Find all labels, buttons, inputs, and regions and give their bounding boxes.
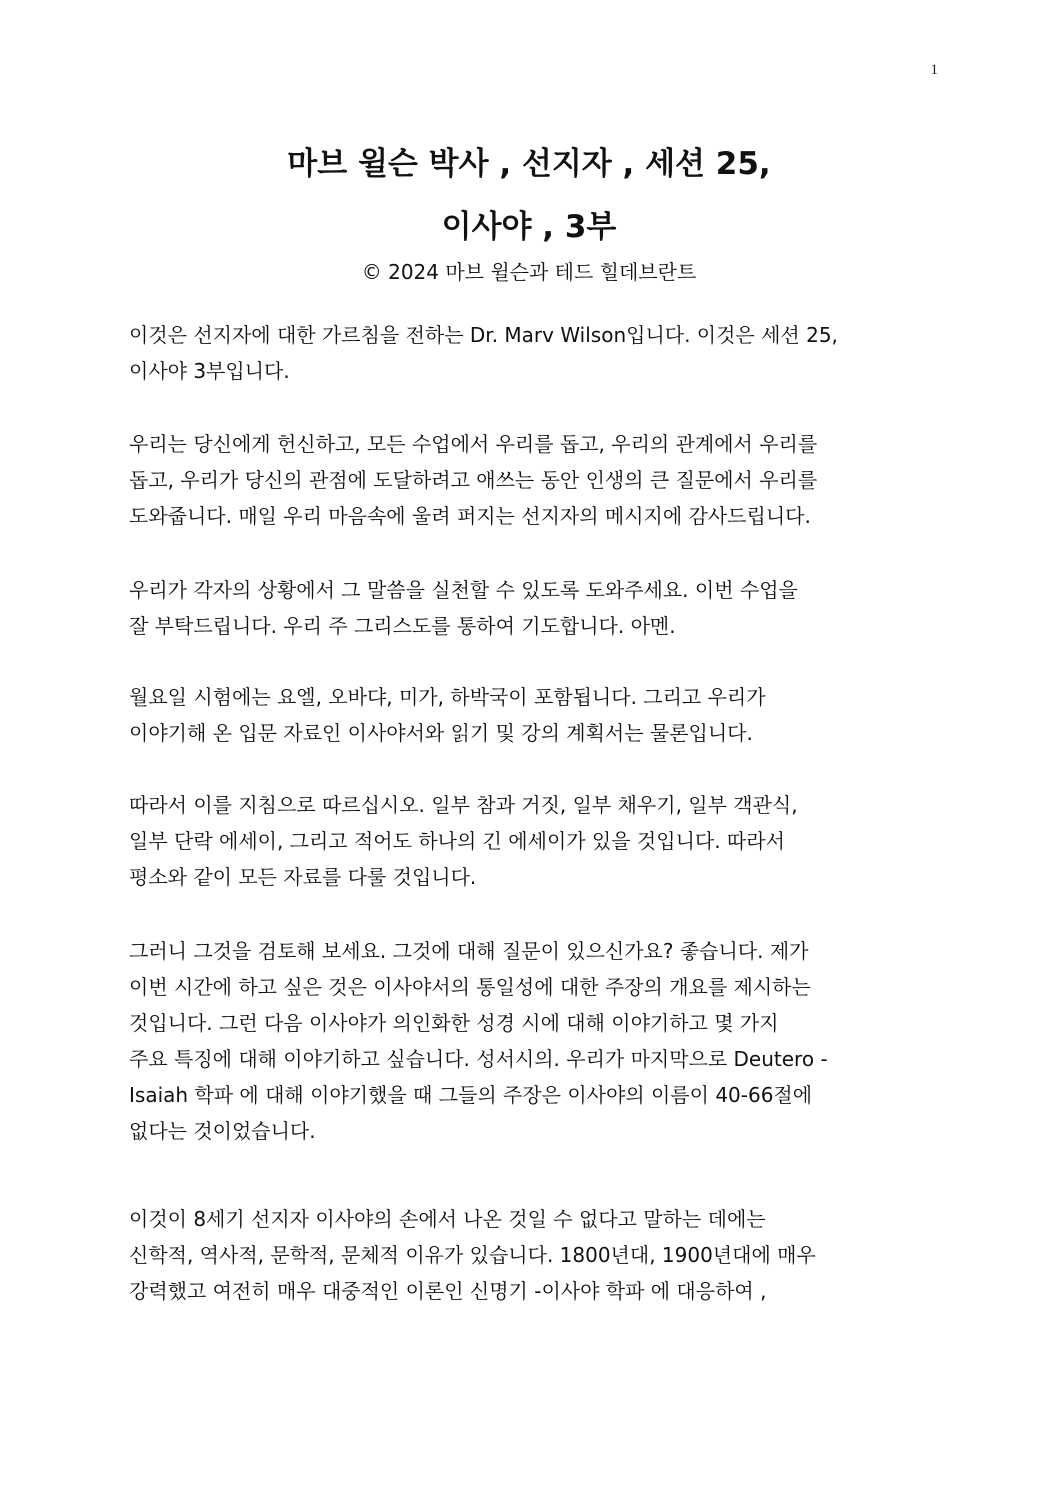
paragraph-line: 평소와 같이 모든 자료를 다룰 것입니다.	[129, 865, 477, 889]
paragraph-line: 돕고, 우리가 당신의 관점에 도달하려고 애쓰는 동안 인생의 큰 질문에서 우리를	[129, 468, 818, 492]
paragraph-line: 일부 단락 에세이, 그리고 적어도 하나의 긴 에세이가 있을 것입니다. 따라서	[129, 829, 785, 853]
paragraph-line: 주요 특징에 대해 이야기하고 싶습니다. 성서시의. 우리가 마지막으로 Deutero -	[129, 1047, 828, 1071]
paragraph-line: 따라서 이를 지침으로 따르십시오. 일부 참과 거짓, 일부 채우기, 일부 객관식,	[129, 793, 798, 817]
paragraph-line: 그러니 그것을 검토해 보세요. 그것에 대해 질문이 있으신가요? 좋습니다. 제가	[129, 939, 809, 963]
paragraph-line: 이것은 선지자에 대한 가르침을 전하는 Dr. Marv Wilson입니다. 이것은 세션 25,	[129, 323, 838, 347]
paragraph-line: 이번 시간에 하고 싶은 것은 이사야서의 통일성에 대한 주장의 개요를 제시하는	[129, 975, 811, 999]
document-title-line-1: 마브 윌슨 박사 , 선지자 , 세션 25,	[287, 146, 771, 182]
paragraph-line: 이것이 8세기 선지자 이사야의 손에서 나온 것일 수 없다고 말하는 데에는	[129, 1207, 766, 1231]
paragraph-line: 우리는 당신에게 헌신하고, 모든 수업에서 우리를 돕고, 우리의 관계에서 우리를	[129, 432, 818, 456]
page-number: 1	[930, 62, 938, 78]
paragraph-line: 신학적, 역사적, 문학적, 문체적 이유가 있습니다. 1800년대, 1900년대에 매우	[129, 1243, 816, 1267]
paragraph-line: Isaiah 학파 에 대해 이야기했을 때 그들의 주장은 이사야의 이름이 40-66절에	[129, 1083, 813, 1107]
paragraph-line: 이사야 3부입니다.	[129, 359, 290, 383]
paragraph-line: 강력했고 여전히 매우 대중적인 이론인 신명기 -이사야 학파 에 대응하여 ,	[129, 1279, 767, 1303]
paragraph-line: 도와줍니다. 매일 우리 마음속에 울려 퍼지는 선지자의 메시지에 감사드립니다.	[129, 504, 811, 528]
copyright-notice: © 2024 마브 윌슨과 테드 힐데브란트	[361, 260, 697, 284]
paragraph-line: 우리가 각자의 상황에서 그 말씀을 실천할 수 있도록 도와주세요. 이번 수업을	[129, 578, 798, 602]
paragraph-line: 월요일 시험에는 요엘, 오바댜, 미가, 하박국이 포함됩니다. 그리고 우리가	[129, 685, 766, 709]
paragraph-line: 없다는 것이었습니다.	[129, 1119, 316, 1143]
paragraph-line: 잘 부탁드립니다. 우리 주 그리스도를 통하여 기도합니다. 아멘.	[129, 614, 676, 638]
paragraph-line: 이야기해 온 입문 자료인 이사야서와 읽기 및 강의 계획서는 물론입니다.	[129, 721, 753, 745]
document-title-line-2: 이사야 , 3부	[441, 209, 617, 245]
paragraph-line: 것입니다. 그런 다음 이사야가 의인화한 성경 시에 대해 이야기하고 몇 가지	[129, 1011, 779, 1035]
